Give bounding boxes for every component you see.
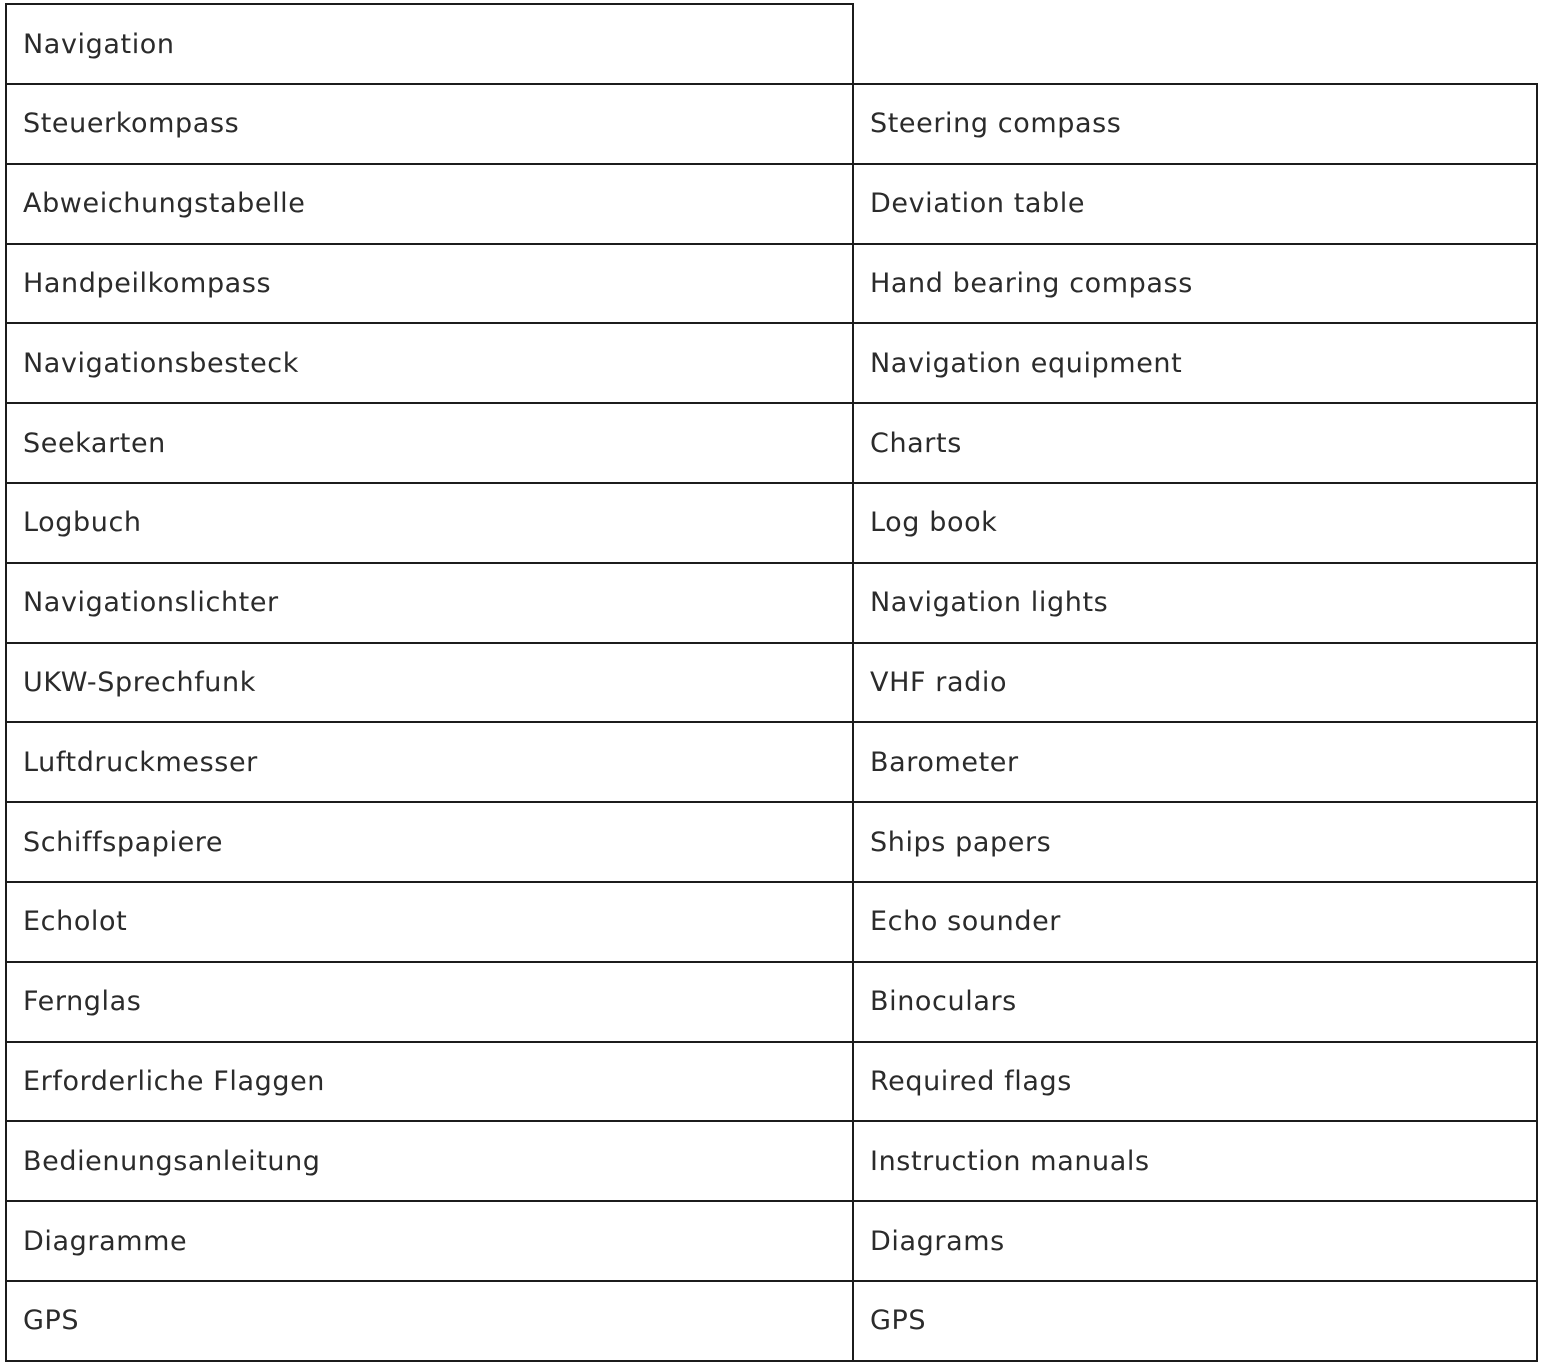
- german-term: Bedienungsanleitung: [23, 1145, 321, 1177]
- german-term: Fernglas: [23, 986, 142, 1018]
- english-term-cell: [852, 562, 1538, 644]
- german-term: Schiffspapiere: [23, 826, 224, 858]
- english-term-cell: [852, 881, 1538, 963]
- german-term-cell: [5, 642, 854, 724]
- table-header-label: Navigation: [23, 28, 175, 60]
- german-term: GPS: [23, 1305, 80, 1337]
- german-term-cell: [5, 1280, 854, 1362]
- german-term: UKW-Sprechfunk: [23, 666, 256, 698]
- german-term-cell: [5, 1120, 854, 1202]
- german-term-cell: [5, 243, 854, 325]
- german-term: Navigationsbesteck: [23, 347, 299, 379]
- english-term: Hand bearing compass: [870, 267, 1193, 299]
- english-term-cell: [852, 721, 1538, 803]
- english-term-cell: [852, 1120, 1538, 1202]
- german-term-cell: [5, 801, 854, 883]
- english-term-cell: [852, 1280, 1538, 1362]
- english-term: Log book: [870, 507, 998, 539]
- english-term-cell: [852, 961, 1538, 1043]
- german-term-cell: [5, 562, 854, 644]
- english-term: Echo sounder: [870, 906, 1061, 938]
- english-term: Ships papers: [870, 826, 1052, 858]
- german-term-cell: [5, 721, 854, 803]
- german-term: Luftdruckmesser: [23, 746, 258, 778]
- german-term: Diagramme: [23, 1225, 188, 1257]
- german-term-cell: [5, 1200, 854, 1282]
- german-term-cell: [5, 402, 854, 484]
- english-term: Deviation table: [870, 188, 1086, 220]
- german-term: Navigationslichter: [23, 587, 279, 619]
- english-term-cell: [852, 83, 1538, 165]
- english-term: Charts: [870, 427, 962, 459]
- english-term: Navigation equipment: [870, 347, 1183, 379]
- german-term: Steuerkompass: [23, 108, 240, 140]
- table-header-cell: [5, 3, 854, 85]
- english-term: Barometer: [870, 746, 1019, 778]
- english-term-cell: [852, 163, 1538, 245]
- german-term: Seekarten: [23, 427, 166, 459]
- english-term: GPS: [870, 1305, 927, 1337]
- english-term: VHF radio: [870, 666, 1008, 698]
- english-term-cell: [852, 1200, 1538, 1282]
- english-term: Instruction manuals: [870, 1145, 1150, 1177]
- german-term: Handpeilkompass: [23, 267, 272, 299]
- german-term-cell: [5, 482, 854, 564]
- english-term-cell: [852, 482, 1538, 564]
- german-term-cell: [5, 961, 854, 1043]
- english-term-cell: [852, 642, 1538, 724]
- english-term-cell: [852, 402, 1538, 484]
- german-term: Logbuch: [23, 507, 142, 539]
- german-term-cell: [5, 163, 854, 245]
- english-term: Binoculars: [870, 986, 1017, 1018]
- english-term: Navigation lights: [870, 587, 1109, 619]
- english-term-cell: [852, 322, 1538, 404]
- german-term: Echolot: [23, 906, 128, 938]
- english-term: Required flags: [870, 1065, 1072, 1097]
- german-term: Erforderliche Flaggen: [23, 1065, 325, 1097]
- english-term-cell: [852, 1041, 1538, 1123]
- english-term: Steering compass: [870, 108, 1122, 140]
- german-term: Abweichungstabelle: [23, 188, 306, 220]
- german-term-cell: [5, 1041, 854, 1123]
- german-term-cell: [5, 322, 854, 404]
- english-term-cell: [852, 243, 1538, 325]
- english-term-cell: [852, 801, 1538, 883]
- german-term-cell: [5, 83, 854, 165]
- german-term-cell: [5, 881, 854, 963]
- english-term: Diagrams: [870, 1225, 1005, 1257]
